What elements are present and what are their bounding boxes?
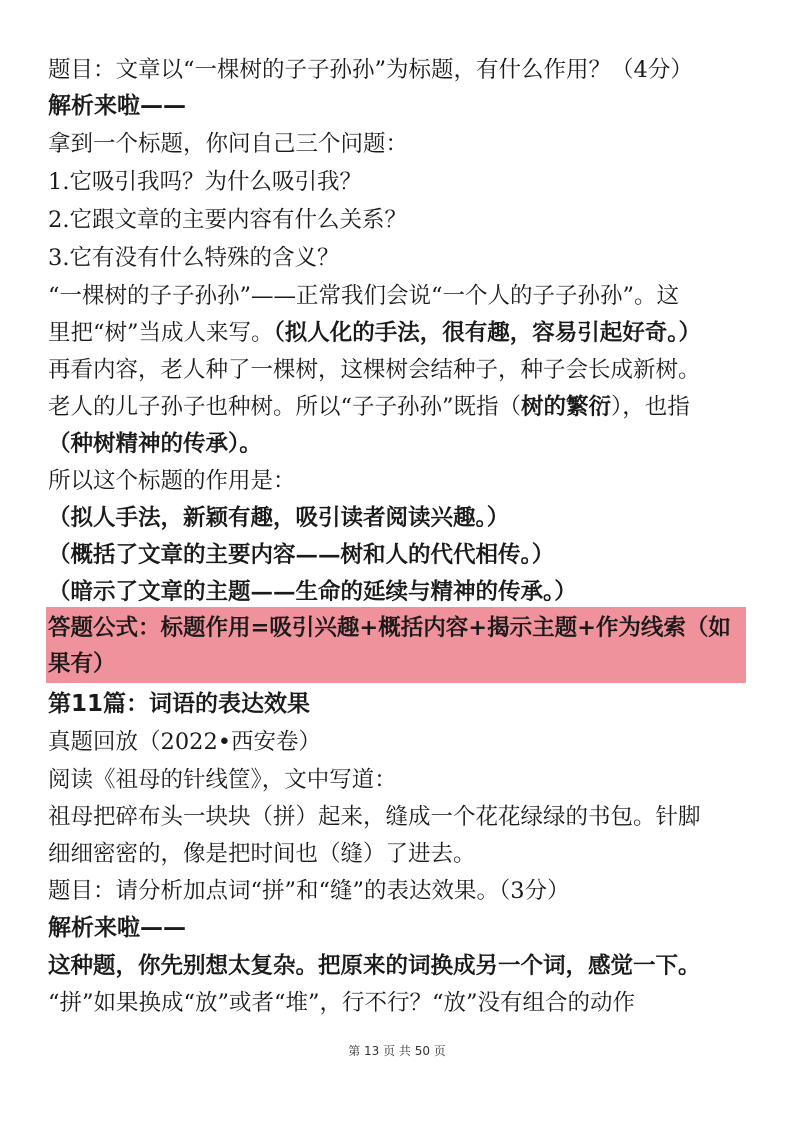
paragraph-16: 祖母把碎布头一块块（拼）起来，缝成一个花花绿绿的书包。针脚 bbox=[48, 804, 701, 830]
paragraph-8-emphasis: 树的繁衍 bbox=[521, 394, 612, 420]
paragraph-15: 阅读《祖母的针线筐》，文中写道： bbox=[48, 767, 397, 793]
formula-text-1: 标题作用=吸引兴趣+概括内容+揭示主题+作为线索（如 bbox=[160, 615, 731, 641]
paragraph-5: “一棵树的子子孙孙”——正常我们会说“一个人的子子孙孙”。这 bbox=[48, 283, 680, 309]
analysis-heading-1: 解析来啦—— bbox=[48, 93, 186, 119]
section-heading: 第11篇：词语的表达效果 bbox=[48, 691, 311, 717]
answer-point-2: （概括了文章的主要内容——树和人的代代相传。） bbox=[48, 542, 555, 568]
formula-label: 答题公式： bbox=[48, 615, 161, 641]
paragraph-17: 细细密密的，像是把时间也（缝）了进去。 bbox=[48, 841, 476, 867]
question-2: 题目：请分析加点词“拼”和“缝”的表达效果。（3分） bbox=[48, 878, 570, 904]
paragraph-4: 3.它有没有什么特殊的含义？ bbox=[48, 245, 340, 271]
page-number: 第 13 页 共 50 页 bbox=[348, 1044, 446, 1058]
paragraph-6 bbox=[48, 315, 748, 351]
paragraph-14: 真题回放（2022•西安卷） bbox=[48, 729, 322, 755]
paragraph-8-text-a: 老人的儿子孙子也种树。所以“子子孙孙”既指（ bbox=[48, 394, 522, 420]
formula-line-2: 果有） bbox=[48, 651, 116, 677]
answer-point-3: （暗示了文章的主题——生命的延续与精神的传承。） bbox=[48, 579, 577, 605]
question-1: 题目：文章以“一棵树的子子孙孙”为标题，有什么作用？（4分） bbox=[48, 57, 693, 83]
paragraph-8-text-c: ），也指 bbox=[611, 394, 690, 420]
analysis-heading-2: 解析来啦—— bbox=[48, 915, 186, 941]
paragraph-6-emphasis: （拟人化的手法，很有趣，容易引起好奇。） bbox=[273, 320, 702, 346]
answer-point-1: （拟人手法，新颖有趣，吸引读者阅读兴趣。） bbox=[48, 505, 510, 531]
paragraph-10: 所以这个标题的作用是： bbox=[48, 468, 296, 494]
paragraph-19: “拼”如果换成“放”或者“堆”，行不行？“放”没有组合的动作 bbox=[48, 990, 636, 1016]
paragraph-8 bbox=[48, 389, 748, 425]
paragraph-6-text: 里把“树”当成人来写。 bbox=[48, 320, 274, 346]
paragraph-7: 再看内容，老人种了一棵树，这棵树会结种子，种子会长成新树。 bbox=[48, 357, 701, 383]
paragraph-1: 拿到一个标题，你问自己三个问题： bbox=[48, 131, 409, 157]
paragraph-3: 2.它跟文章的主要内容有什么关系？ bbox=[48, 207, 407, 233]
paragraph-2: 1.它吸引我吗？为什么吸引我？ bbox=[48, 169, 362, 195]
formula-line-1 bbox=[48, 610, 748, 646]
paragraph-9: （种树精神的传承）。 bbox=[48, 431, 262, 457]
paragraph-18: 这种题，你先别想太复杂。把原来的词换成另一个词，感觉一下。 bbox=[48, 953, 701, 979]
